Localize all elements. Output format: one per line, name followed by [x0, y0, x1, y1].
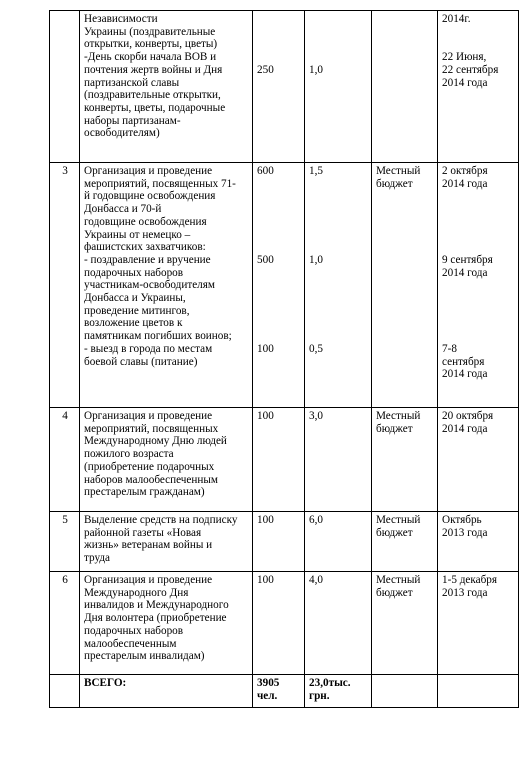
total-number-cell	[50, 675, 80, 708]
total-participants: 3905 чел.	[253, 675, 305, 708]
participant-count: 100	[253, 572, 305, 675]
table-row	[50, 408, 519, 512]
event-description: Организация и проведение мероприятий, посвященных Международному Дню людей пожилого возраста (приобретение подарочных наборов малообеспеченным престарелым гражданам)	[80, 408, 253, 512]
funding-amount: 6,0	[305, 512, 372, 572]
event-date: 20 октября 2014 года	[438, 408, 519, 512]
event-date: Октябрь 2013 года	[438, 512, 519, 572]
funding-source: Местный бюджет	[372, 512, 438, 572]
row-number: 6	[50, 572, 80, 675]
funding-source	[372, 11, 438, 163]
funding-source: Местный бюджет	[372, 408, 438, 512]
table-row	[50, 572, 519, 675]
table-row	[50, 512, 519, 572]
total-date-cell	[438, 675, 519, 708]
funding-amount: 1,5 1,0 0,5	[305, 163, 372, 408]
event-date: 1-5 декабря 2013 года	[438, 572, 519, 675]
event-date: 2014г. 22 Июня, 22 сентября 2014 года	[438, 11, 519, 163]
funding-amount: 4,0	[305, 572, 372, 675]
row-number: 5	[50, 512, 80, 572]
funding-amount: 3,0	[305, 408, 372, 512]
event-description: Выделение средств на подписку районной газеты «Новая жизнь» ветеранам войны и труда	[80, 512, 253, 572]
event-description: Организация и проведение Международного Дня инвалидов и Международного Дня волонтера (приобретение подарочных наборов малообеспеченным престарелым инвалидам)	[80, 572, 253, 675]
funding-source: Местный бюджет	[372, 572, 438, 675]
funding-amount: 1,0	[305, 11, 372, 163]
event-date: 2 октября 2014 года 9 сентября 2014 года 7-8 сентября 2014 года	[438, 163, 519, 408]
participant-count: 100	[253, 512, 305, 572]
total-row	[50, 675, 519, 708]
participant-count: 250	[253, 11, 305, 163]
funding-source: Местный бюджет	[372, 163, 438, 408]
events-table	[49, 10, 519, 708]
event-description: Организация и проведение мероприятий, посвященных 71- й годовщине освобождения Донбасса и 70-й годовщине освобождения Украины от немецко – фашистских захватчиков: - поздравление и вручение подарочных наборов участникам-освободителям Донбасса и Украины, проведение митингов, возложение цветов к памятникам погибших воинов; - выезд в города по местам боевой славы (питание)	[80, 163, 253, 408]
participant-count: 100	[253, 408, 305, 512]
row-number	[50, 11, 80, 163]
participant-count: 600 500 100	[253, 163, 305, 408]
event-description: Независимости Украины (поздравительные открытки, конверты, цветы) -День скорби начала ВОВ и почтения жертв войны и Дня партизанской славы (поздравительные открытки, конверты, цветы, подарочные наборы партизанам- освободителям)	[80, 11, 253, 163]
total-source-cell	[372, 675, 438, 708]
total-funding: 23,0тыс. грн.	[305, 675, 372, 708]
total-label: ВСЕГО:	[80, 675, 253, 708]
table-row	[50, 11, 519, 163]
table-row	[50, 163, 519, 408]
row-number: 4	[50, 408, 80, 512]
row-number: 3	[50, 163, 80, 408]
